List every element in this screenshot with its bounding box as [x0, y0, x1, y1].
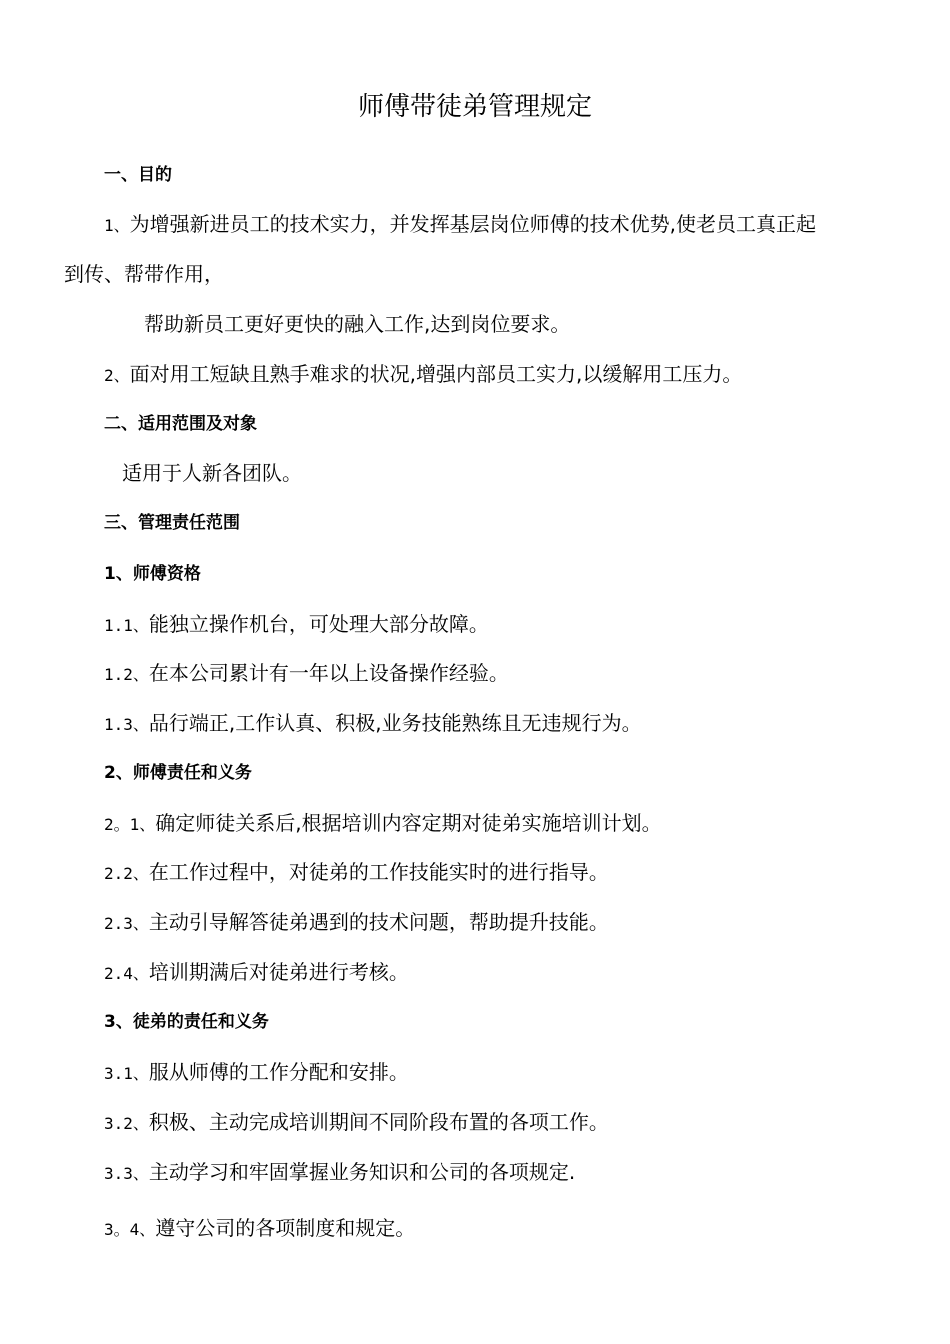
- item-number: 2.2、: [104, 864, 149, 883]
- list-item: [104, 1112, 609, 1132]
- item-number: 1、: [104, 216, 130, 235]
- list-item: [104, 912, 609, 932]
- list-item: [104, 962, 409, 982]
- list-item: [104, 614, 489, 634]
- item-text: 主动引导解答徒弟遇到的技术问题，帮助提升技能。: [148, 910, 609, 934]
- list-item: [104, 1062, 409, 1082]
- item-text: 能独立操作机台，可处理大部分故障。: [148, 612, 489, 636]
- subsection-heading-master-qualification: 1、师傅资格: [104, 564, 201, 584]
- item-number: 3.1、: [104, 1064, 149, 1083]
- item-text: 服从师傅的工作分配和安排。: [148, 1060, 409, 1084]
- list-item: [104, 1218, 415, 1238]
- item-number: 3.2、: [104, 1114, 149, 1133]
- list-item: [104, 813, 662, 833]
- item-text: 培训期满后对徒弟进行考核。: [148, 960, 409, 984]
- item-text: 为增强新进员工的技术实力，并发挥基层岗位师傅的技术优势,使老员工真正起: [129, 212, 816, 236]
- list-item: [104, 862, 609, 882]
- item-text: 积极、主动完成培训期间不同阶段布置的各项工作。: [148, 1110, 609, 1134]
- item-number: 2.4、: [104, 964, 149, 983]
- document-title: 师傅带徒弟管理规定: [357, 92, 592, 122]
- list-item: [104, 663, 509, 683]
- section-heading-purpose: 一、目的: [104, 165, 172, 185]
- item-number: 3.3、: [104, 1164, 149, 1183]
- list-item: [104, 1162, 575, 1182]
- subsection-heading-apprentice-duties: 3、徒弟的责任和义务: [104, 1012, 269, 1032]
- section-heading-responsibility: 三、管理责任范围: [104, 513, 240, 533]
- item-text: 在本公司累计有一年以上设备操作经验。: [148, 661, 509, 685]
- item-number: 1.3、: [104, 715, 149, 734]
- item-text: 品行端正,工作认真、积极,业务技能熟练且无违规行为。: [148, 711, 642, 735]
- paragraph-purpose-1-continued: 到传、帮带作用，: [64, 262, 224, 286]
- item-text: 遵守公司的各项制度和规定。: [155, 1216, 416, 1240]
- item-text: 面对用工短缺且熟手难求的状况,增强内部员工实力,以缓解用工压力。: [129, 362, 743, 386]
- paragraph-purpose-1: [104, 214, 816, 234]
- item-number: 1.2、: [104, 665, 149, 684]
- item-text: 确定师徒关系后,根据培训内容定期对徒弟实施培训计划。: [155, 811, 662, 835]
- paragraph-purpose-1-continued-2: 帮助新员工更好更快的融入工作,达到岗位要求。: [144, 312, 571, 336]
- item-number: 2。1、: [104, 815, 156, 834]
- subsection-heading-master-duties: 2、师傅责任和义务: [104, 763, 252, 783]
- paragraph-purpose-2: [104, 364, 742, 384]
- item-number: 2.3、: [104, 914, 149, 933]
- item-number: 3。4、: [104, 1220, 156, 1239]
- item-text: 在工作过程中，对徒弟的工作技能实时的进行指导。: [148, 860, 609, 884]
- item-number: 1.1、: [104, 616, 149, 635]
- item-text: 主动学习和牢固掌握业务知识和公司的各项规定.: [148, 1160, 576, 1184]
- list-item: [104, 713, 642, 733]
- item-number: 2、: [104, 366, 130, 385]
- section-heading-scope: 二、适用范围及对象: [104, 414, 257, 434]
- paragraph-scope: 适用于人新各团队。: [122, 461, 302, 485]
